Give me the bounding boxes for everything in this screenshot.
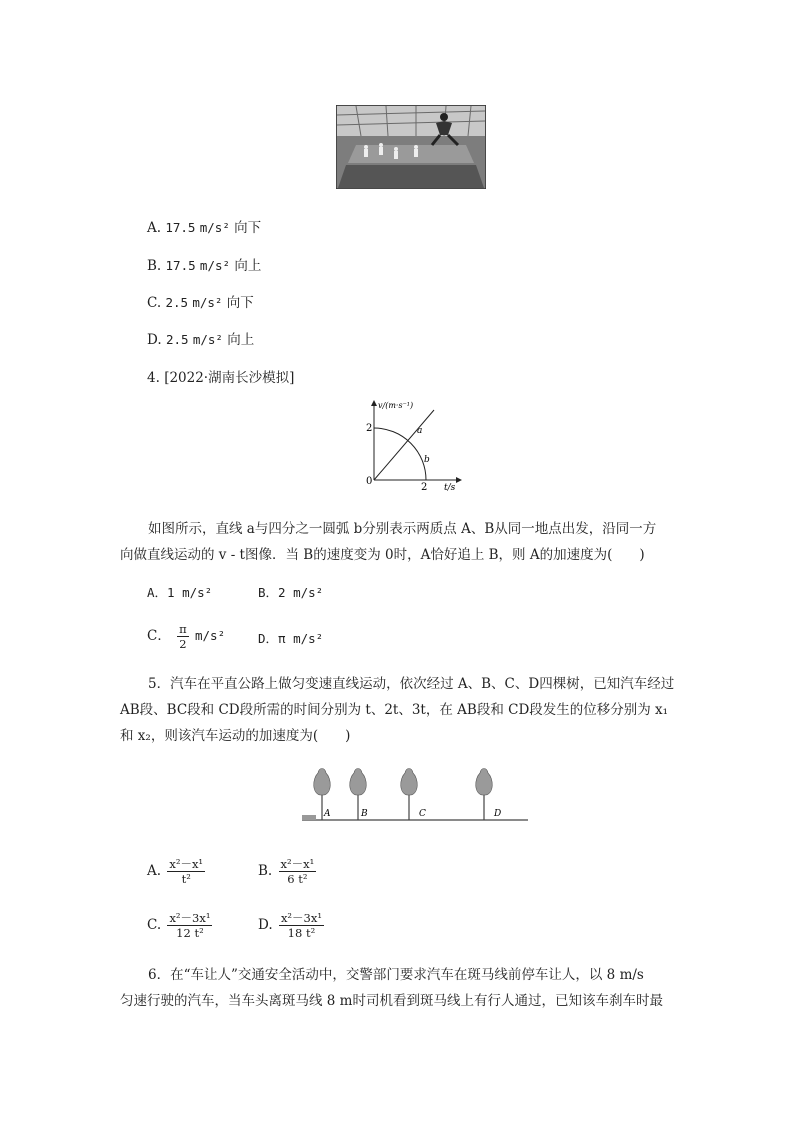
x-tick: 2 [421, 482, 428, 493]
trees-figure [300, 765, 530, 825]
q4-stem-line2: 向做直线运动的 v - t图像．当 B的速度变为 0时，A恰好追上 B，则 A的加速度为( ) [120, 547, 645, 563]
q4-number: 4. [147, 370, 160, 386]
tree-c [401, 769, 418, 821]
q5-stem-line1: 5．汽车在平直公路上做匀变速直线运动，依次经过 A、B、C、D四棵树，已知汽车经过 [148, 676, 675, 692]
q5-stem-line3: 和 x₂，则该汽车运动的加速度为( ) [120, 728, 351, 744]
q4-stem-line1: 如图所示，直线 a与四分之一圆弧 b分别表示两质点 A、B从同一地点出发，沿同一方 [148, 521, 657, 537]
tree-label-c: C [419, 809, 426, 819]
q4-heading [147, 366, 294, 386]
q5-option-b: B. $\frac{\text{x²－x¹}}{\text{6 t²}}$ [258, 857, 315, 886]
tree-label-a: A [324, 809, 331, 819]
origin: 0 [366, 476, 373, 487]
q5-stem [120, 671, 680, 749]
q5-option-c-fraction: $\frac{\text{x²－3x¹}}{\text{12 t²}}$ [169, 911, 211, 940]
q6-stem [120, 962, 680, 1014]
q5-option-d-fraction: $\frac{\text{x²－3x¹}}{\text{18 t²}}$ [280, 911, 322, 940]
q5-option-a: A. $\frac{\text{x²－x¹}}{\text{t²}}$ [147, 857, 204, 886]
q4-stem [120, 516, 680, 568]
q4-source: [2022·湖南长沙模拟] [164, 370, 295, 386]
q5-option-a-fraction: $\frac{\text{x²－x¹}}{\text{t²}}$ [169, 857, 204, 886]
q3-option-d: D. 2.5 m/s² 向上 [147, 332, 255, 348]
y-axis-arrow [371, 400, 377, 406]
vt-graph [364, 400, 464, 492]
q5-option-c: C. $\frac{\text{x²－3x¹}}{\text{12 t²}}$ [147, 911, 211, 940]
tree-d [476, 769, 493, 821]
q4-option-d: D．π m/s² [258, 631, 324, 646]
trampoline-photo [336, 105, 486, 189]
x-label: t/s [444, 483, 456, 493]
line-a-label: a [417, 426, 423, 436]
q6-stem-line2: 匀速行驶的汽车，当车头离斑马线 8 m时司机看到斑马线上有行人通过，已知该车刹车时最 [120, 993, 663, 1009]
q3-option-c: C. 2.5 m/s² 向下 [147, 295, 254, 311]
y-label: v/(m·s⁻¹) [378, 401, 414, 410]
q5-stem-line2: AB段、BC段和 CD段所需的时间分别为 t、2t、3t，在 AB段和 CD段发生的位移分别为 x₁ [120, 702, 669, 718]
q5-option-b-fraction: $\frac{\text{x²－x¹}}{\text{6 t²}}$ [280, 857, 315, 886]
tree-label-d: D [494, 809, 502, 819]
arc-b-label: b [424, 455, 430, 465]
q3-option-b: B. 17.5 m/s² 向上 [147, 258, 262, 274]
x-axis-arrow [456, 477, 462, 483]
q5-option-d: D. $\frac{\text{x²－3x¹}}{\text{18 t²}}$ [258, 911, 322, 940]
q6-stem-line1: 6．在“车让人”交通安全活动中，交警部门要求汽车在斑马线前停车让人，以 8 m/s [148, 967, 644, 983]
y-tick: 2 [366, 423, 373, 434]
q4-option-c-fraction: $\frac{\pi}{2}$ [179, 622, 187, 651]
q4-option-a: A．1 m/s² [147, 585, 213, 600]
q3-option-a: A. 17.5 m/s² 向下 [147, 220, 262, 236]
q4-option-c: C． $\frac{\pi}{2}$ m/s² [147, 622, 226, 651]
q4-option-b: B．2 m/s² [258, 585, 324, 600]
tree-label-b: B [361, 809, 368, 819]
